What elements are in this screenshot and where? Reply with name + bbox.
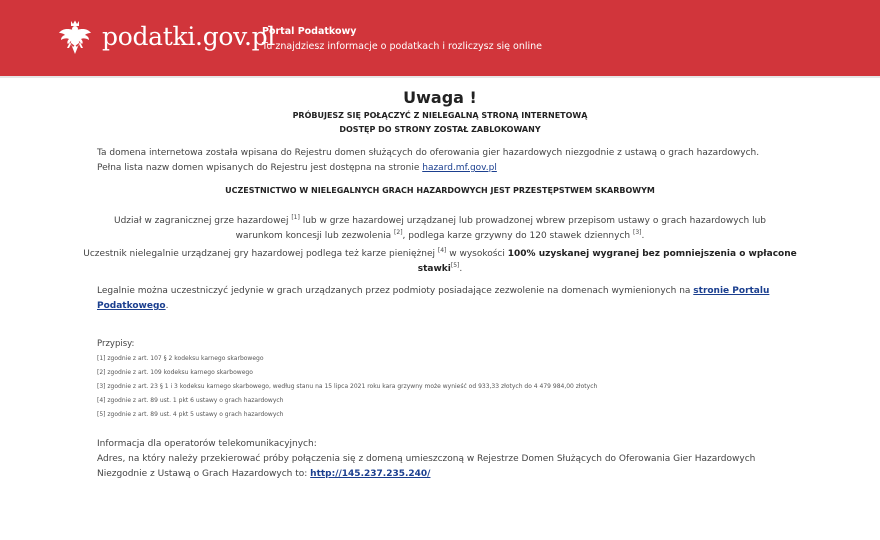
legal-games-line-1	[97, 284, 769, 299]
penalty-line-2-a: warunkom koncesji lub zezwolenia	[235, 231, 395, 241]
legal-games-text: Legalnie można uczestniczyć jedynie w grach urządzanych przez podmioty posiadające zezwolenie na domenach wymienionych na	[97, 286, 694, 296]
crime-heading: UCZESTNICTWO W NIELEGALNYCH GRACH HAZARDOWYCH JEST PRZESTĘPSTWEM SKARBOWYM	[225, 186, 655, 195]
register-info-line-2	[97, 161, 759, 176]
register-info-line-1: Ta domena internetowa została wpisana do Rejestru domen służących do oferowania gier hazardowych niezgodnie z ustawą o grach hazardowych.	[97, 148, 760, 158]
portal-link-part-1[interactable]: stronie Portalu	[693, 286, 770, 296]
footnote-ref-5[interactable]: [5]	[450, 262, 460, 269]
warning-line-2: DOSTĘP DO STRONY ZOSTAŁ ZABLOKOWANY	[339, 125, 541, 134]
penalty-line-4	[0, 258, 880, 277]
footnote-4: [4] zgodnie z art. 89 ust. 1 pkt 6 ustawy o grach hazardowych	[97, 397, 284, 404]
site-header	[0, 0, 880, 76]
site-brand-link[interactable]: podatki.gov.pl	[102, 22, 276, 51]
footnote-3: [3] zgodnie z art. 23 § 1 i 3 kodeksu karnego skarbowego, według stanu na 15 lipca 2021 roku kara grzywny może wynieść od 933,33 złotych do 4 479 984,00 złotych	[97, 383, 598, 390]
operators-line-2	[97, 467, 755, 482]
register-info-paragraph	[97, 146, 759, 176]
footnote-ref-1[interactable]: [1]	[291, 214, 300, 221]
header-divider	[0, 76, 880, 78]
hazard-register-link[interactable]: hazard.mf.gov.pl	[422, 163, 497, 173]
footnote-ref-4[interactable]: [4]	[437, 247, 447, 254]
legal-games-paragraph	[97, 284, 769, 314]
penalty-line-3-bold: 100% uzyskanej wygranej bez pomniejszenia o wpłacone	[507, 249, 797, 259]
footnote-5: [5] zgodnie z art. 89 ust. 4 pkt 5 ustawy o grach hazardowych	[97, 411, 284, 418]
page-title: Uwaga !	[403, 88, 477, 107]
footnote-2: [2] zgodnie z art. 109 kodeksu karnego skarbowego	[97, 369, 253, 376]
portal-link-part-2[interactable]: Podatkowego	[97, 301, 166, 311]
legal-games-end: .	[165, 301, 169, 311]
penalty-line-4-c: .	[459, 264, 463, 274]
penalty-line-2-c: .	[641, 231, 645, 241]
register-info-line-2-text: Pełna lista nazw domen wpisanych do Rejestru jest dostępna na stronie	[97, 163, 423, 173]
penalty-line-3-b: w wysokości	[446, 249, 508, 259]
penalty-line-4-bold: stawki	[417, 264, 451, 274]
penalty-line-2	[0, 225, 880, 244]
footnote-1: [1] zgodnie z art. 107 § 2 kodeksu karnego skarbowego	[97, 355, 264, 362]
portal-title: Portal Podatkowy	[262, 26, 357, 37]
operators-heading: Informacja dla operatorów telekomunikacyjnych:	[97, 439, 317, 449]
operators-line-1: Adres, na który należy przekierować próby połączenia się z domeną umieszczoną w Rejestrze Domen Służących do Oferowania Gier Hazardowych	[97, 454, 756, 464]
redirect-ip-link[interactable]: http://145.237.235.240/	[310, 469, 431, 479]
penalty-line-1-a: Udział w zagranicznej grze hazardowej	[113, 216, 292, 226]
operators-section	[97, 437, 755, 482]
penalty-line-2-b: , podlega karze grzywny do 120 stawek dziennych	[402, 231, 633, 241]
operators-line-2-text: Niezgodnie z Ustawą o Grach Hazardowych to:	[97, 469, 311, 479]
penalty-line-1-b: lub w grze hazardowej urządzanej lub prowadzonej wbrew przepisom ustawy o grach hazardowych lub	[299, 216, 766, 226]
polish-eagle-icon[interactable]	[58, 19, 92, 55]
footnote-ref-2[interactable]: [2]	[394, 229, 403, 236]
penalty-line-3-a: Uczestnik nielegalnie urządzanej gry hazardowej podlega też karze pieniężnej	[83, 249, 438, 259]
legal-games-line-2	[97, 299, 769, 314]
footnotes-heading: Przypisy:	[97, 339, 135, 349]
footnote-ref-3[interactable]: [3]	[632, 229, 642, 236]
portal-subtitle: Tu znajdziesz informacje o podatkach i rozliczysz się online	[262, 41, 543, 52]
warning-line-1: PRÓBUJESZ SIĘ POŁĄCZYĆ Z NIELEGALNĄ STRONĄ INTERNETOWĄ	[292, 111, 588, 120]
